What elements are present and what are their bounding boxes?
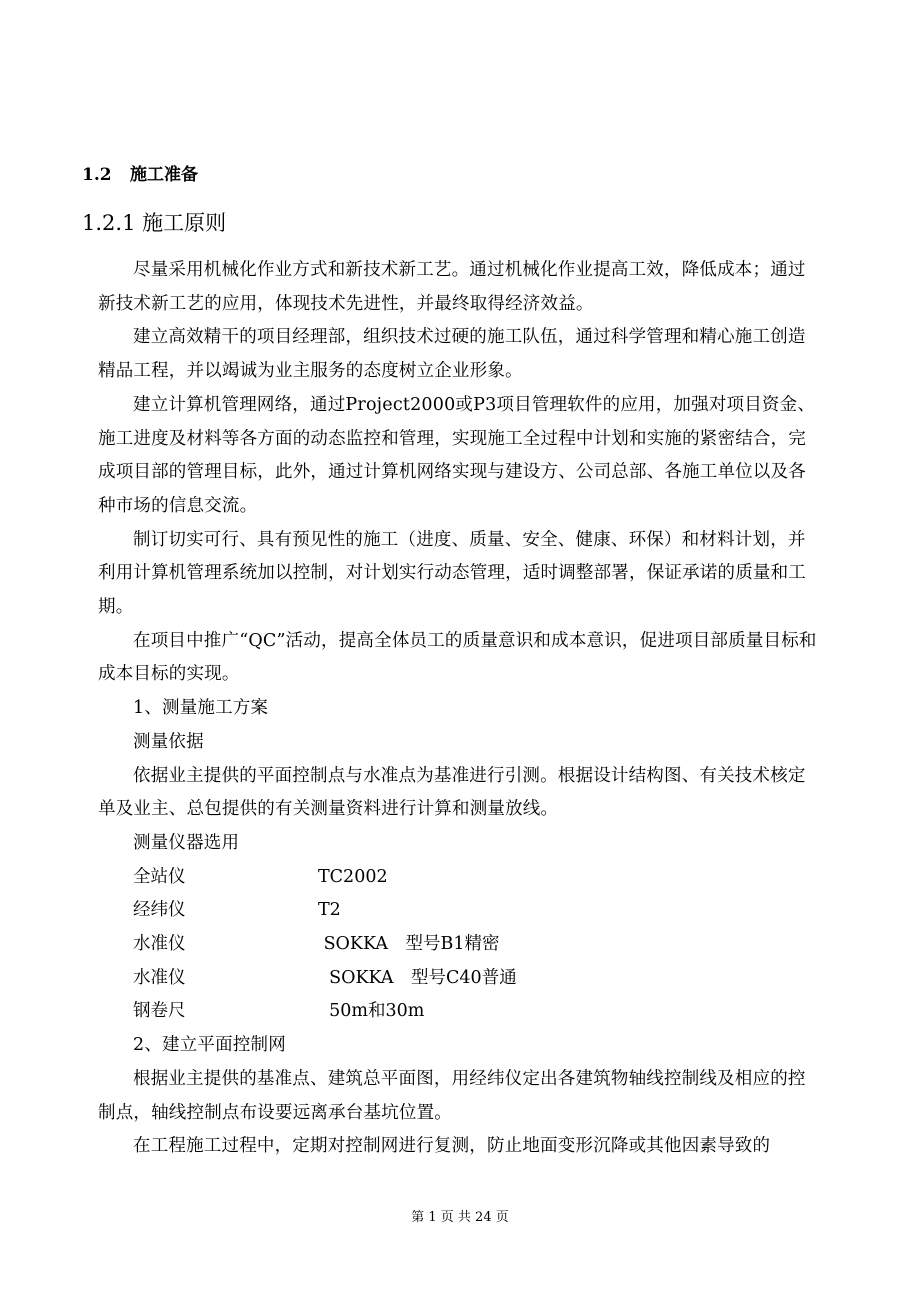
instrument-row — [98, 861, 818, 895]
instrument-name: 水准仪 — [133, 967, 186, 988]
paragraph: 建立计算机管理网络，通过Project2000或P3项目管理软件的应用，加强对项目资金、施工进度及材料等各方面的动态监控和管理，实现施工全过程中计划和实施的紧密结合，完成项目部的管理目标，此外，通过计算机网络实现与建设方、公司总部、各施工单位以及各种市场的信息交流。 — [98, 394, 816, 516]
subsection-heading: 1.2.1 施工原则 — [82, 211, 227, 235]
instrument-name: 水准仪 — [133, 934, 186, 955]
section-number: 1.2 — [82, 165, 112, 185]
paragraph: 根据业主提供的基准点、建筑总平面图，用经纬仪定出各建筑物轴线控制线及相应的控制点，轴线控制点布设要远离承台基坑位置。 — [98, 1068, 806, 1123]
section-heading — [82, 160, 198, 185]
subheading-control-network: 2、建立平面控制网 — [133, 1035, 286, 1056]
instrument-spec: 50m和30m — [318, 1001, 425, 1022]
paragraph: 在项目中推广“QC”活动，提高全体员工的质量意识和成本意识，促进项目部质量目标和成本目标的实现。 — [98, 630, 817, 685]
instrument-row — [98, 894, 818, 928]
paragraph: 建立高效精干的项目经理部，组织技术过硬的施工队伍，通过科学管理和精心施工创造精品工程，并以竭诚为业主服务的态度树立企业形象。 — [98, 327, 806, 382]
instrument-row — [98, 928, 818, 962]
instrument-spec: T2 — [318, 900, 341, 921]
instrument-spec: TC2002 — [318, 866, 388, 887]
instrument-name: 全站仪 — [133, 866, 186, 887]
subheading-survey-plan: 1、测量施工方案 — [133, 698, 269, 719]
document-body — [98, 254, 818, 1164]
subheading-survey-basis: 测量依据 — [133, 731, 204, 752]
instrument-row — [98, 995, 818, 1029]
instrument-row — [98, 962, 818, 996]
paragraph: 制订切实可行、具有预见性的施工（进度、质量、安全、健康、环保）和材料计划，并利用计算机管理系统加以控制，对计划实行动态管理，适时调整部署，保证承诺的质量和工期。 — [98, 529, 806, 618]
instrument-name: 经纬仪 — [133, 900, 186, 921]
instrument-spec: SOKKA 型号C40普通 — [318, 967, 517, 988]
instrument-spec: SOKKA 型号B1精密 — [318, 934, 500, 955]
paragraph: 尽量采用机械化作业方式和新技术新工艺。通过机械化作业提高工效，降低成本；通过新技术新工艺的应用，体现技术先进性，并最终取得经济效益。 — [98, 260, 806, 314]
instrument-name: 钢卷尺 — [133, 1001, 186, 1022]
page-footer: 第 1 页 共 24 页 — [411, 1210, 509, 1225]
section-title: 施工准备 — [130, 165, 198, 185]
paragraph: 在工程施工过程中，定期对控制网进行复测，防止地面变形沉降或其他因素导致的 — [133, 1136, 771, 1157]
paragraph: 依据业主提供的平面控制点与水准点为基准进行引测。根据设计结构图、有关技术核定单及业主、总包提供的有关测量资料进行计算和测量放线。 — [98, 765, 806, 820]
subheading-instruments: 测量仪器选用 — [133, 832, 240, 853]
